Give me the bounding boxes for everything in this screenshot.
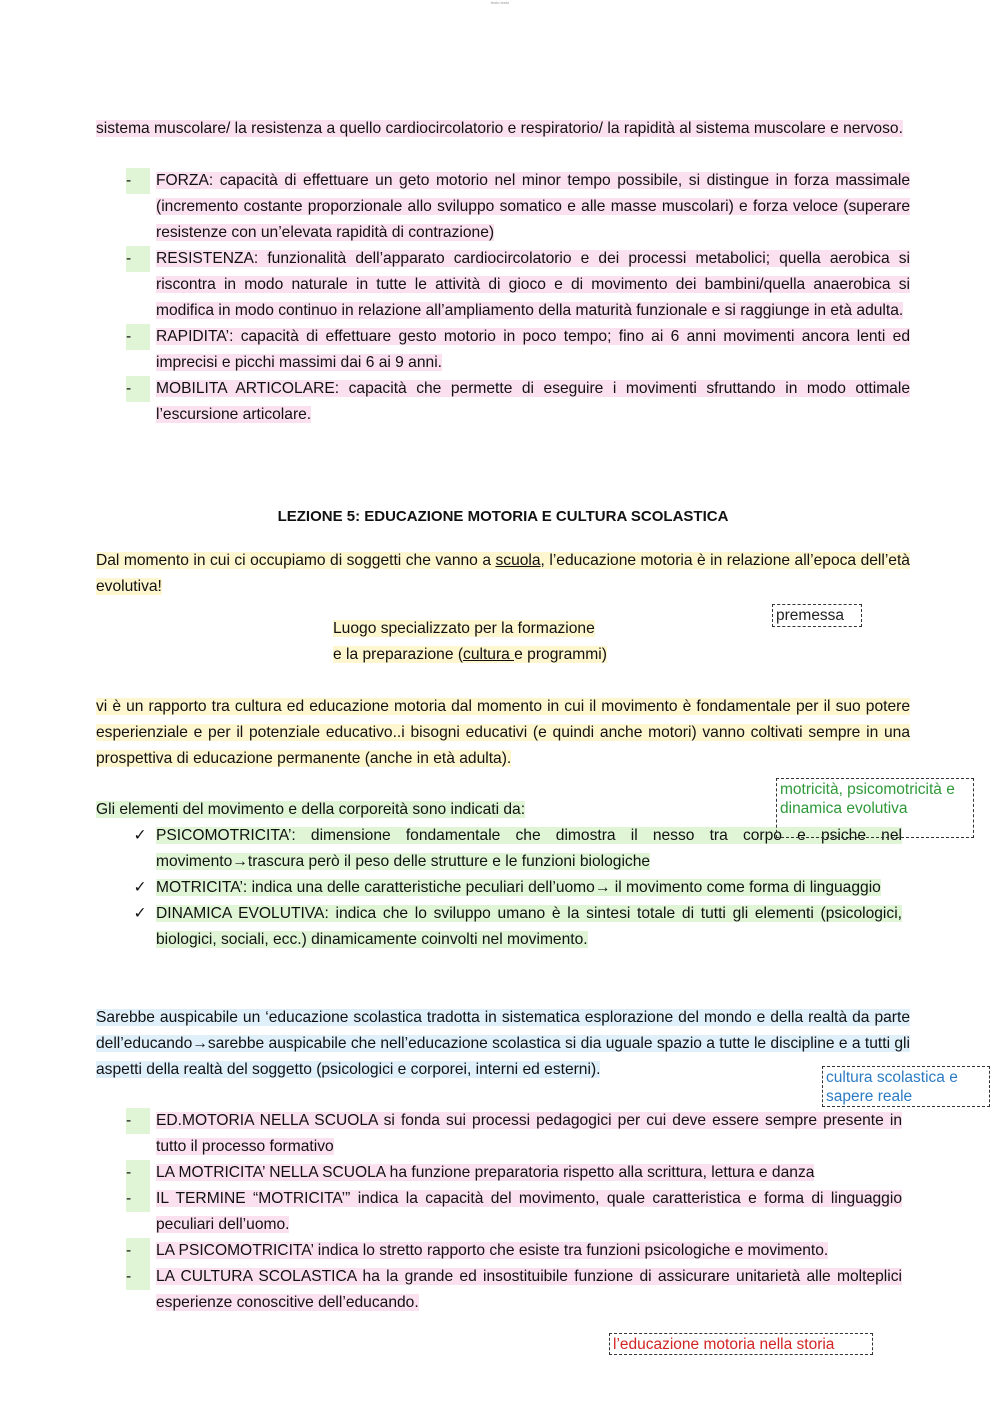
- dash-bullet: -: [126, 324, 150, 350]
- list-item: [96, 324, 910, 376]
- paragraph-culture: [96, 694, 910, 772]
- list-item-text: ED.MOTORIA NELLA SCUOLA si fonda sui processi pedagogici per cui deve essere sempre presente in tutto il processo formativo: [156, 1112, 902, 1155]
- dash-bullet: -: [126, 246, 150, 272]
- list-item: [96, 1108, 910, 1160]
- list-item: [96, 168, 910, 246]
- paragraph-school-text-b: , l’educazione motoria è in relazione all’epoca dell’età evolutiva!: [96, 552, 910, 595]
- paragraph-culture-text: vi è un rapporto tra cultura ed educazione motoria dal momento in cui il movimento è fondamentale per il suo potere esperienziale e per il potenziale educativo..i bisogni educativi (e quindi anche motori) vanno coltivati sempre in una prospettiva di educazione permanente (anche in età adulta).: [96, 698, 910, 767]
- school-motor-list: [96, 1108, 910, 1316]
- list-item-text: MOBILITA ARTICOLARE: capacità che permette di eseguire i movimenti sfruttando in modo ottimale l’escursione articolare.: [156, 380, 910, 423]
- check-icon: ✓: [133, 905, 147, 922]
- list-item-text: LA PSICOMOTRICITA’ indica lo stretto rapporto che esiste tra funzioni psicologiche e movimento.: [156, 1242, 829, 1259]
- dash-bullet: -: [126, 376, 150, 402]
- paragraph-school-text-a: Dal momento in cui ci occupiamo di soggetti che vanno a: [96, 552, 496, 569]
- check-icon: ✓: [133, 827, 147, 844]
- school-definition-underlined: [463, 646, 514, 663]
- paragraph-elements: [96, 797, 796, 823]
- dash-bullet: -: [126, 1264, 150, 1290]
- paragraph-school: [96, 548, 910, 600]
- paragraph-school-education: [96, 1005, 910, 1083]
- dash-bullet: -: [126, 1160, 150, 1186]
- list-item-text: IL TERMINE “MOTRICITA’” indica la capacità del movimento, quale caratteristica e forma di linguaggio peculiari dell’uomo.: [156, 1190, 902, 1233]
- underlined-word: cultura: [463, 646, 515, 663]
- capacities-list: [96, 168, 910, 428]
- list-item: [96, 376, 910, 428]
- list-item-text: RESISTENZA: funzionalità dell’apparato cardiocircolatorio e dei processi metabolici; quella aerobica si riscontra in modo naturale in tutte le attività di gioco e di movimento dei bambini/quella anaerobica si modifica in modo continuo in relazione all’ampliamento della maturità funzionale e si raggiunge in età adulta.: [156, 250, 910, 319]
- list-item: [96, 875, 910, 901]
- paragraph-school-underlined: [495, 552, 540, 569]
- list-item: [96, 1186, 910, 1238]
- list-item: [96, 1264, 910, 1316]
- list-item-text: FORZA: capacità di effettuare un geto motorio nel minor tempo possibile, si distingue in forza massimale (incremento costante proporzionale allo sviluppo somatico e alle masse muscolari) e forza veloce (superare resistenze con un’elevata rapidità di contrazione): [156, 172, 910, 241]
- note-storia: l’educazione motoria nella storia: [609, 1333, 873, 1355]
- check-icon: ✓: [133, 879, 147, 896]
- school-definition-line2-b: e programmi): [514, 646, 607, 663]
- page-header-text: testo testo: [490, 0, 510, 5]
- dash-bullet: -: [126, 168, 150, 194]
- dash-bullet: -: [126, 1186, 150, 1212]
- movement-elements-list: [96, 823, 910, 953]
- paragraph-intro-text: sistema muscolare/ la resistenza a quello cardiocircolatorio e respiratorio/ la rapidità al sistema muscolare e nervoso.: [96, 120, 903, 137]
- note-premessa: premessa: [772, 604, 862, 627]
- list-item-text: PSICOMOTRICITA’: dimensione fondamentale che dimostra il nesso tra corpo e psiche nel movimento→trascura però il peso delle strutture e le funzioni biologiche: [156, 827, 902, 870]
- paragraph-elements-text: Gli elementi del movimento e della corporeità sono indicati da:: [96, 801, 526, 818]
- dash-bullet: -: [126, 1238, 150, 1264]
- paragraph-intro: [96, 116, 910, 142]
- list-item: [96, 901, 910, 953]
- school-definition: [333, 616, 607, 668]
- list-item: [96, 246, 910, 324]
- list-item-text: LA CULTURA SCOLASTICA ha la grande ed insostituibile funzione di assicurare unitarietà alle molteplici esperienze conoscitive dell’educando.: [156, 1268, 902, 1311]
- list-item-text: DINAMICA EVOLUTIVA: indica che lo sviluppo umano è la sintesi totale di tutti gli elementi (psicologici, biologici, sociali, ecc.) dinamicamente coinvolti nel movimento.: [156, 905, 902, 948]
- list-item: [96, 1238, 910, 1264]
- list-item: [96, 1160, 910, 1186]
- school-definition-line2-a: e la preparazione (: [333, 646, 464, 663]
- underlined-word: scuola: [495, 552, 541, 569]
- lesson-heading: LEZIONE 5: EDUCAZIONE MOTORIA E CULTURA SCOLASTICA: [277, 508, 729, 525]
- school-definition-line1: Luogo specializzato per la formazione: [333, 620, 595, 637]
- dash-bullet: -: [126, 1108, 150, 1134]
- note-cultura-scolastica: cultura scolastica e sapere reale: [822, 1066, 990, 1107]
- note-motricita: motricità, psicomotricità e dinamica evolutiva: [776, 778, 974, 838]
- list-item-text: MOTRICITA’: indica una delle caratteristiche peculiari dell’uomo→ il movimento come forma di linguaggio: [156, 879, 881, 896]
- paragraph-school-education-text: Sarebbe auspicabile un ‘educazione scolastica tradotta in sistematica esplorazione del mondo e della realtà da parte dell’educando→sarebbe auspicabile che nell’educazione scolastica si dia uguale spazio a tutte le discipline e a tutti gli aspetti della realtà del soggetto (psicologici e corporei, interni ed esterni).: [96, 1009, 910, 1078]
- list-item-text: LA MOTRICITA’ NELLA SCUOLA ha funzione preparatoria rispetto alla scrittura, lettura e danza: [156, 1164, 815, 1181]
- list-item-text: RAPIDITA’: capacità di effettuare gesto motorio in poco tempo; fino ai 6 anni movimenti ancora lenti ed imprecisi e picchi massimi dai 6 ai 9 anni.: [156, 328, 910, 371]
